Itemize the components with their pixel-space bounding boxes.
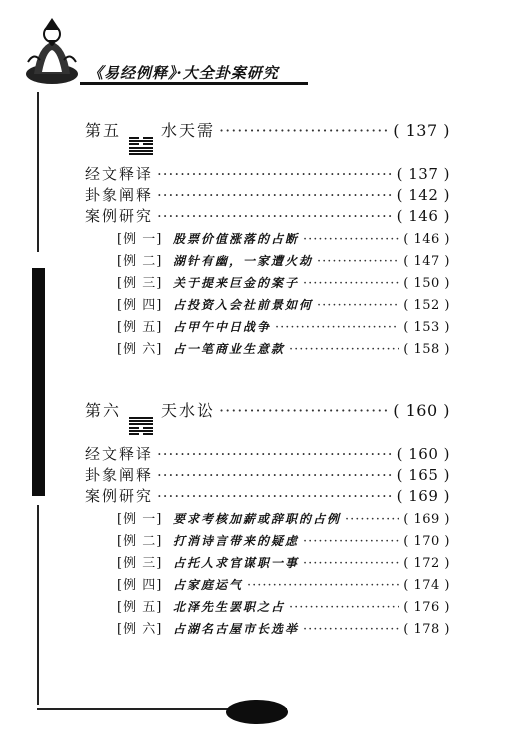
page-number: ( 153 ) <box>403 320 450 335</box>
dot-leader <box>303 534 399 549</box>
example-entry <box>117 228 450 247</box>
dot-leader <box>303 622 399 637</box>
dot-leader <box>157 207 393 225</box>
page-number: ( 165 ) <box>396 466 450 484</box>
example-title: 打消诗言带来的疑虑 <box>173 534 300 548</box>
example-number: [例 三] <box>117 556 163 571</box>
dot-leader <box>275 320 399 335</box>
dot-leader <box>303 276 399 291</box>
section-label: 经文释译 <box>85 445 154 463</box>
page-number: ( 170 ) <box>403 534 450 549</box>
example-entry <box>117 316 450 335</box>
example-entry <box>117 552 450 571</box>
dot-leader <box>247 578 399 593</box>
example-number: [例 三] <box>117 276 163 291</box>
section-label: 卦象阐释 <box>85 186 154 204</box>
dot-leader <box>317 254 399 269</box>
page-number: ( 142 ) <box>396 186 450 204</box>
section-label: 卦象阐释 <box>85 466 154 484</box>
section-label: 经文释译 <box>85 165 154 183</box>
margin-line-top <box>37 92 39 252</box>
example-entry <box>117 338 450 357</box>
broken-line <box>129 433 153 435</box>
solid-line <box>129 423 153 425</box>
dot-leader <box>289 600 399 615</box>
dot-leader <box>157 466 393 484</box>
example-number: [例 六] <box>117 622 163 637</box>
example-title: 占家庭运气 <box>173 578 244 592</box>
solid-line <box>129 417 153 419</box>
dot-leader <box>303 556 399 571</box>
page-header <box>10 8 310 88</box>
page-number: ( 178 ) <box>403 622 450 637</box>
dot-leader <box>345 512 399 527</box>
example-entry <box>117 272 450 291</box>
chapter-number: 第五 <box>85 121 122 140</box>
section-entry <box>85 184 450 205</box>
broken-line <box>129 137 153 139</box>
section-entry <box>85 464 450 485</box>
page-number: ( 169 ) <box>396 487 450 505</box>
example-title: 湖针有幽，一家遭火劫 <box>173 254 314 268</box>
example-entry <box>117 596 450 615</box>
example-number: [例 二] <box>117 534 163 549</box>
broken-line <box>129 427 153 429</box>
page-number: ( 176 ) <box>403 600 450 615</box>
example-title: 要求考核加薪或辞职的占例 <box>173 512 342 526</box>
chapter-name: 天水讼 <box>161 401 216 420</box>
example-number: [例 四] <box>117 578 163 593</box>
dot-leader <box>219 121 389 140</box>
solid-line <box>129 147 153 149</box>
margin-black-bar <box>32 268 45 496</box>
chapter-heading <box>85 398 450 432</box>
page-number: ( 158 ) <box>403 342 450 357</box>
example-entry <box>117 574 450 593</box>
page-number: ( 174 ) <box>403 578 450 593</box>
example-entry <box>117 508 450 527</box>
section-entry <box>85 443 450 464</box>
example-number: [例 五] <box>117 600 163 615</box>
dot-leader <box>157 186 393 204</box>
solid-line <box>129 150 153 152</box>
section-entry <box>85 163 450 184</box>
section-label: 案例研究 <box>85 487 154 505</box>
dot-leader <box>219 401 389 420</box>
running-header-title: 《易经例释》·大全卦案研究 <box>88 64 279 82</box>
dot-leader <box>157 445 393 463</box>
example-title: 股票价值涨落的占断 <box>173 232 300 246</box>
solid-line <box>129 140 153 142</box>
page-number: ( 146 ) <box>403 232 450 247</box>
dot-leader <box>289 342 399 357</box>
solid-line <box>129 430 153 432</box>
section-entry <box>85 205 450 226</box>
chapter-name: 水天需 <box>161 121 216 140</box>
dot-leader <box>157 165 393 183</box>
page-number: ( 172 ) <box>403 556 450 571</box>
page-number: ( 137 ) <box>396 165 450 183</box>
dot-leader <box>317 298 399 313</box>
example-title: 占投资入会社前景如何 <box>173 298 314 312</box>
section-entry <box>85 485 450 506</box>
example-number: [例 六] <box>117 342 163 357</box>
hexagram-icon <box>129 417 153 435</box>
example-entry <box>117 530 450 549</box>
example-title: 占托人求官谋职一事 <box>173 556 300 570</box>
solid-line <box>129 420 153 422</box>
margin-line-bottom <box>37 505 39 705</box>
page-number: ( 160 ) <box>393 401 450 420</box>
chapter-heading <box>85 118 450 152</box>
page-number: ( 137 ) <box>393 121 450 140</box>
page-number: ( 169 ) <box>403 512 450 527</box>
page-number: ( 160 ) <box>396 445 450 463</box>
sage-figure-icon <box>24 12 80 86</box>
example-entry <box>117 294 450 313</box>
broken-line <box>129 143 153 145</box>
example-title: 占湖名古屋市长选举 <box>173 622 300 636</box>
example-number: [例 一] <box>117 512 163 527</box>
dot-leader <box>303 232 399 247</box>
example-title: 占甲午中日战争 <box>173 320 272 334</box>
solid-line <box>129 153 153 155</box>
page-number: ( 152 ) <box>403 298 450 313</box>
example-entry <box>117 250 450 269</box>
example-number: [例 一] <box>117 232 163 247</box>
example-title: 关于提来巨金的案子 <box>173 276 300 290</box>
example-title: 占一笔商业生意款 <box>173 342 286 356</box>
example-number: [例 五] <box>117 320 163 335</box>
example-title: 北泽先生罢职之占 <box>173 600 286 614</box>
hexagram-icon <box>129 137 153 155</box>
dot-leader <box>157 487 393 505</box>
section-label: 案例研究 <box>85 207 154 225</box>
example-number: [例 四] <box>117 298 163 313</box>
page-number: ( 146 ) <box>396 207 450 225</box>
header-rule <box>80 82 308 85</box>
page-number: ( 150 ) <box>403 276 450 291</box>
footer-oval <box>226 700 288 724</box>
example-entry <box>117 618 450 637</box>
page-number: ( 147 ) <box>403 254 450 269</box>
example-number: [例 二] <box>117 254 163 269</box>
chapter-number: 第六 <box>85 401 122 420</box>
